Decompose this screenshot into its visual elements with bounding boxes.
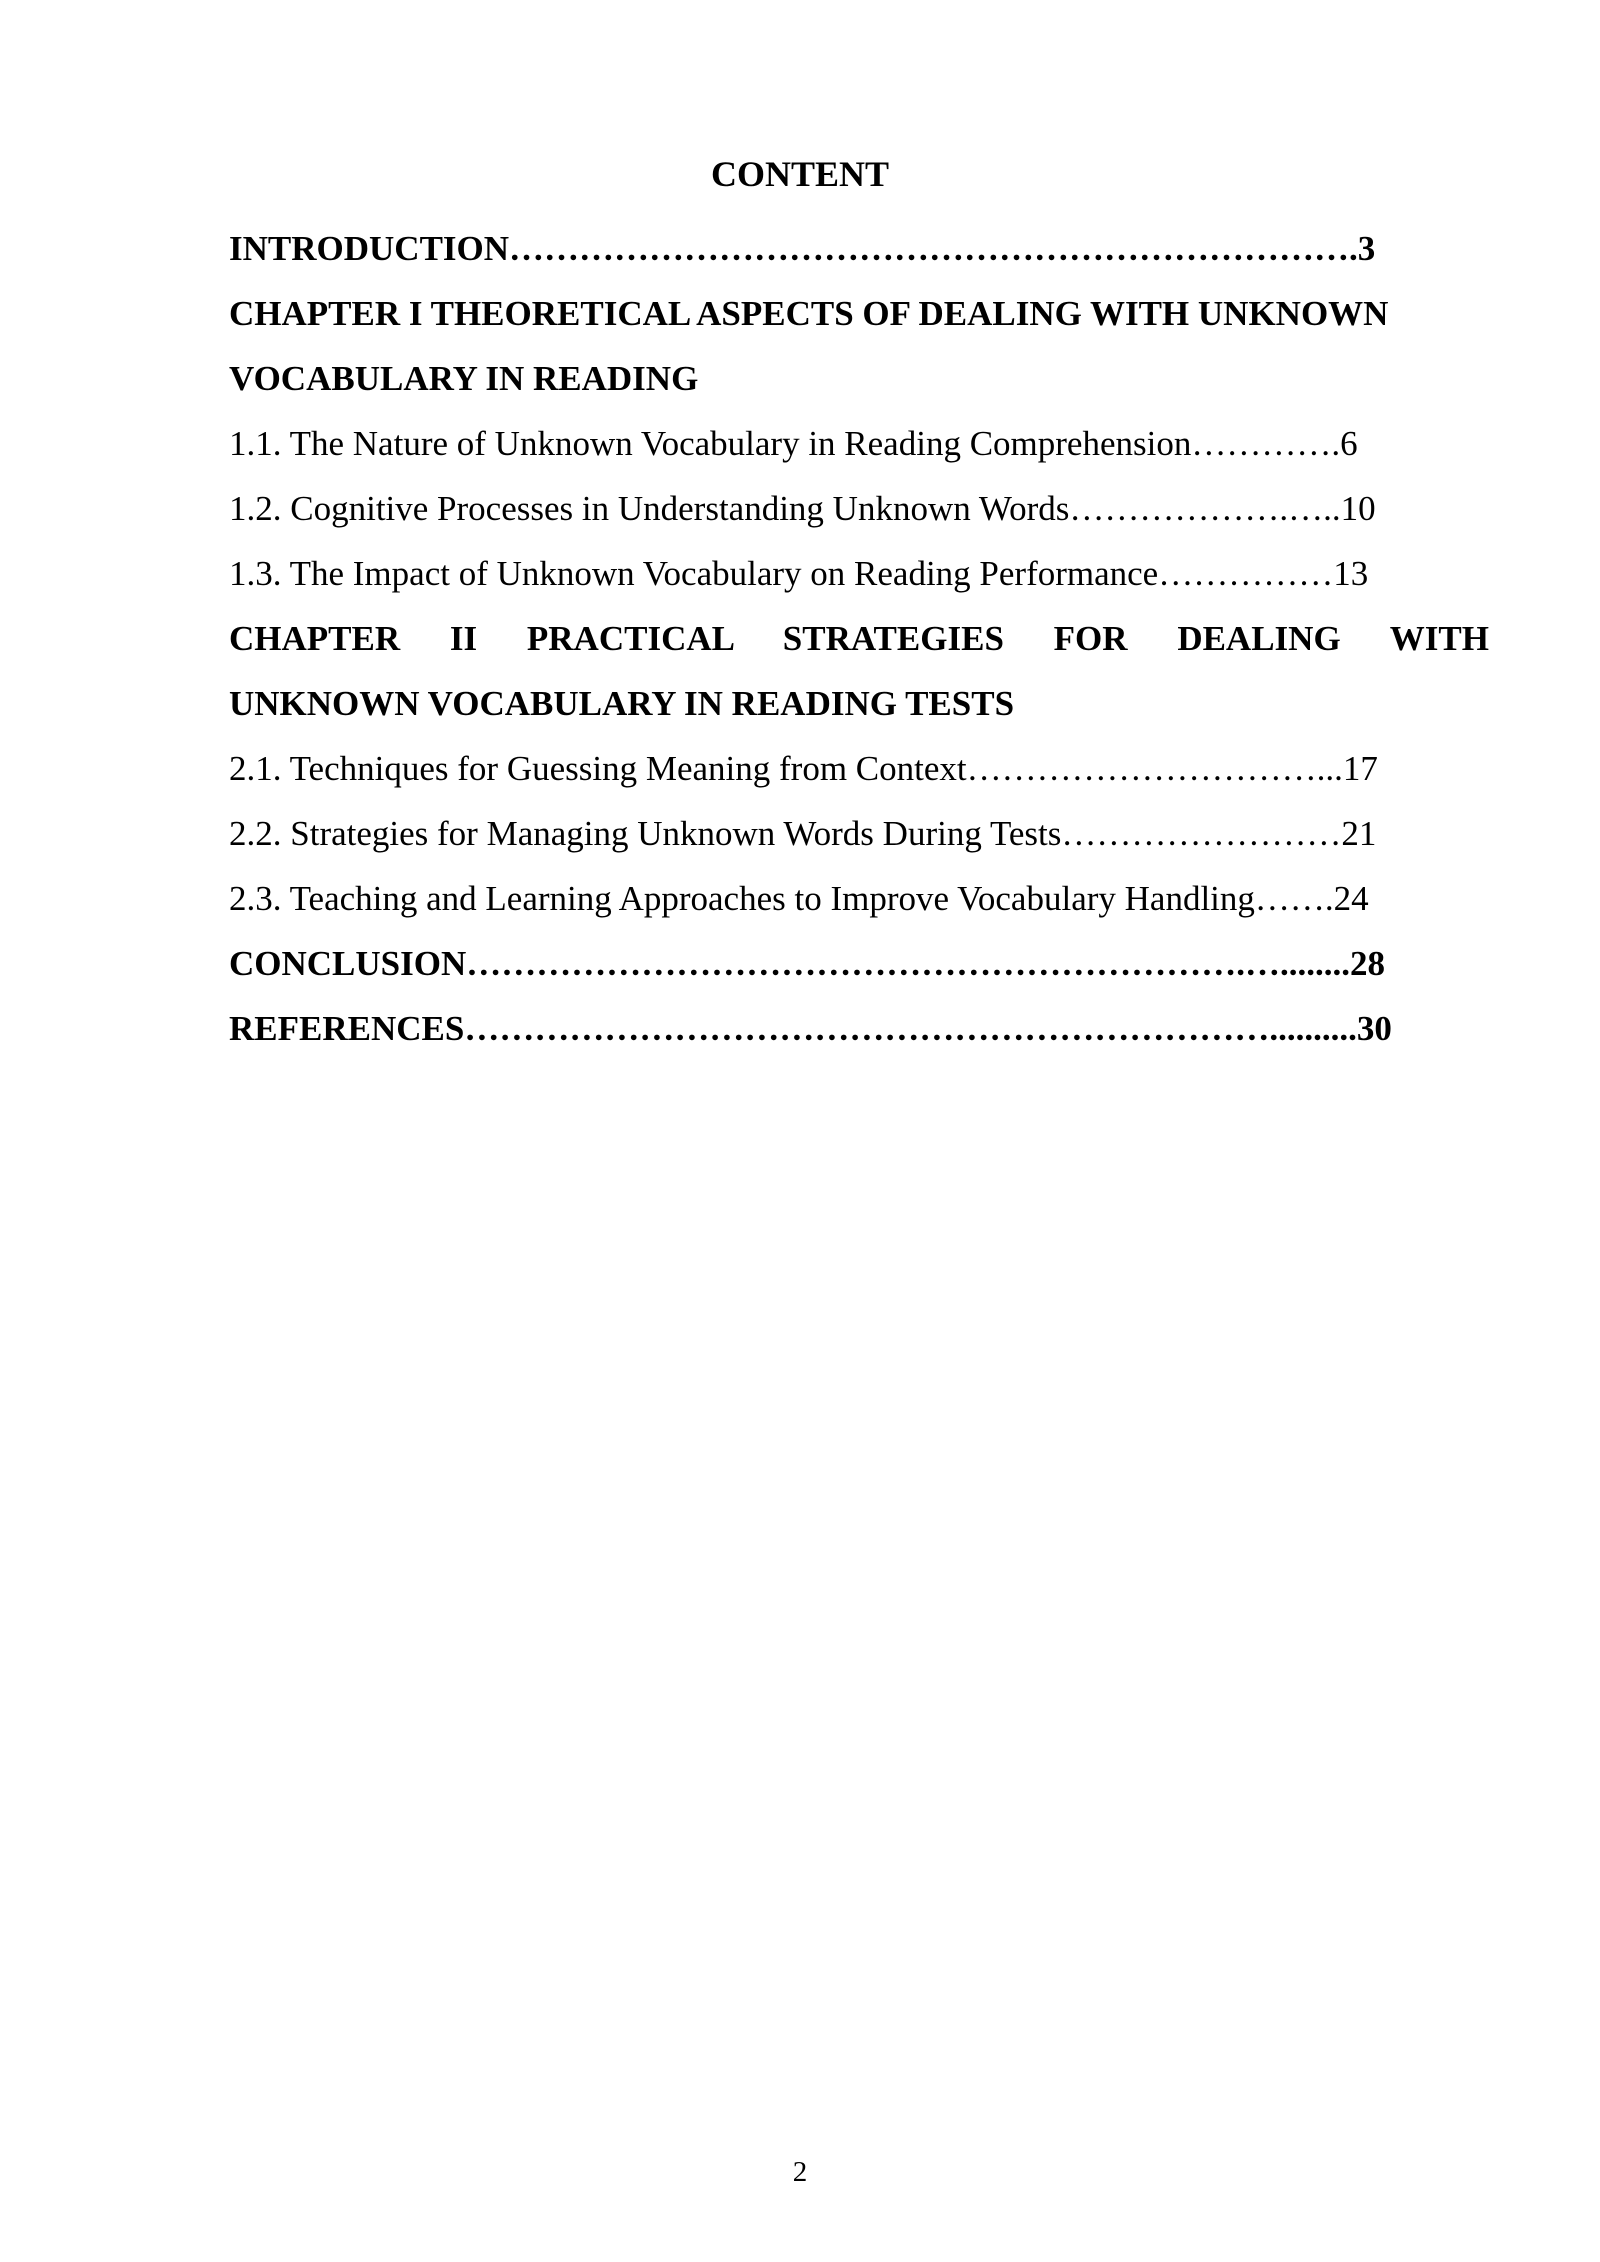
page-number: 2 (792, 2156, 808, 2188)
toc-entry-introduction: INTRODUCTION……………………………………………………………….3 (229, 229, 1376, 268)
toc-chapter-1-heading-cont: VOCABULARY IN READING (229, 359, 699, 398)
toc-entry-conclusion: CONCLUSION………………………………………………………….…........28 (229, 944, 1386, 983)
toc-chapter-1-heading: CHAPTER I THEORETICAL ASPECTS OF DEALING WITH UNKNOWN (229, 294, 1389, 333)
toc-entry-1-2: 1.2. Cognitive Processes in Understanding Unknown Words……………….…..10 (229, 489, 1376, 528)
toc-chapter-2-heading-cont: UNKNOWN VOCABULARY IN READING TESTS (229, 684, 1015, 723)
toc-entry-2-1: 2.1. Techniques for Guessing Meaning from Context…………………………...17 (229, 749, 1378, 788)
toc-entry-2-3: 2.3. Teaching and Learning Approaches to Improve Vocabulary Handling…….24 (229, 879, 1369, 918)
toc-entry-1-3: 1.3. The Impact of Unknown Vocabulary on Reading Performance……………13 (229, 554, 1369, 593)
toc-entry-1-1: 1.1. The Nature of Unknown Vocabulary in Reading Comprehension………….6 (229, 424, 1358, 463)
toc-chapter-2-heading: CHAPTER II PRACTICAL STRATEGIES FOR DEALING WITH (229, 619, 1489, 658)
toc-entry-references: REFERENCES……………………………………………………………..........30 (229, 1009, 1392, 1048)
table-of-contents (229, 216, 1489, 1061)
toc-title: CONTENT (710, 154, 890, 194)
toc-entry-2-2: 2.2. Strategies for Managing Unknown Words During Tests……………………21 (229, 814, 1377, 853)
